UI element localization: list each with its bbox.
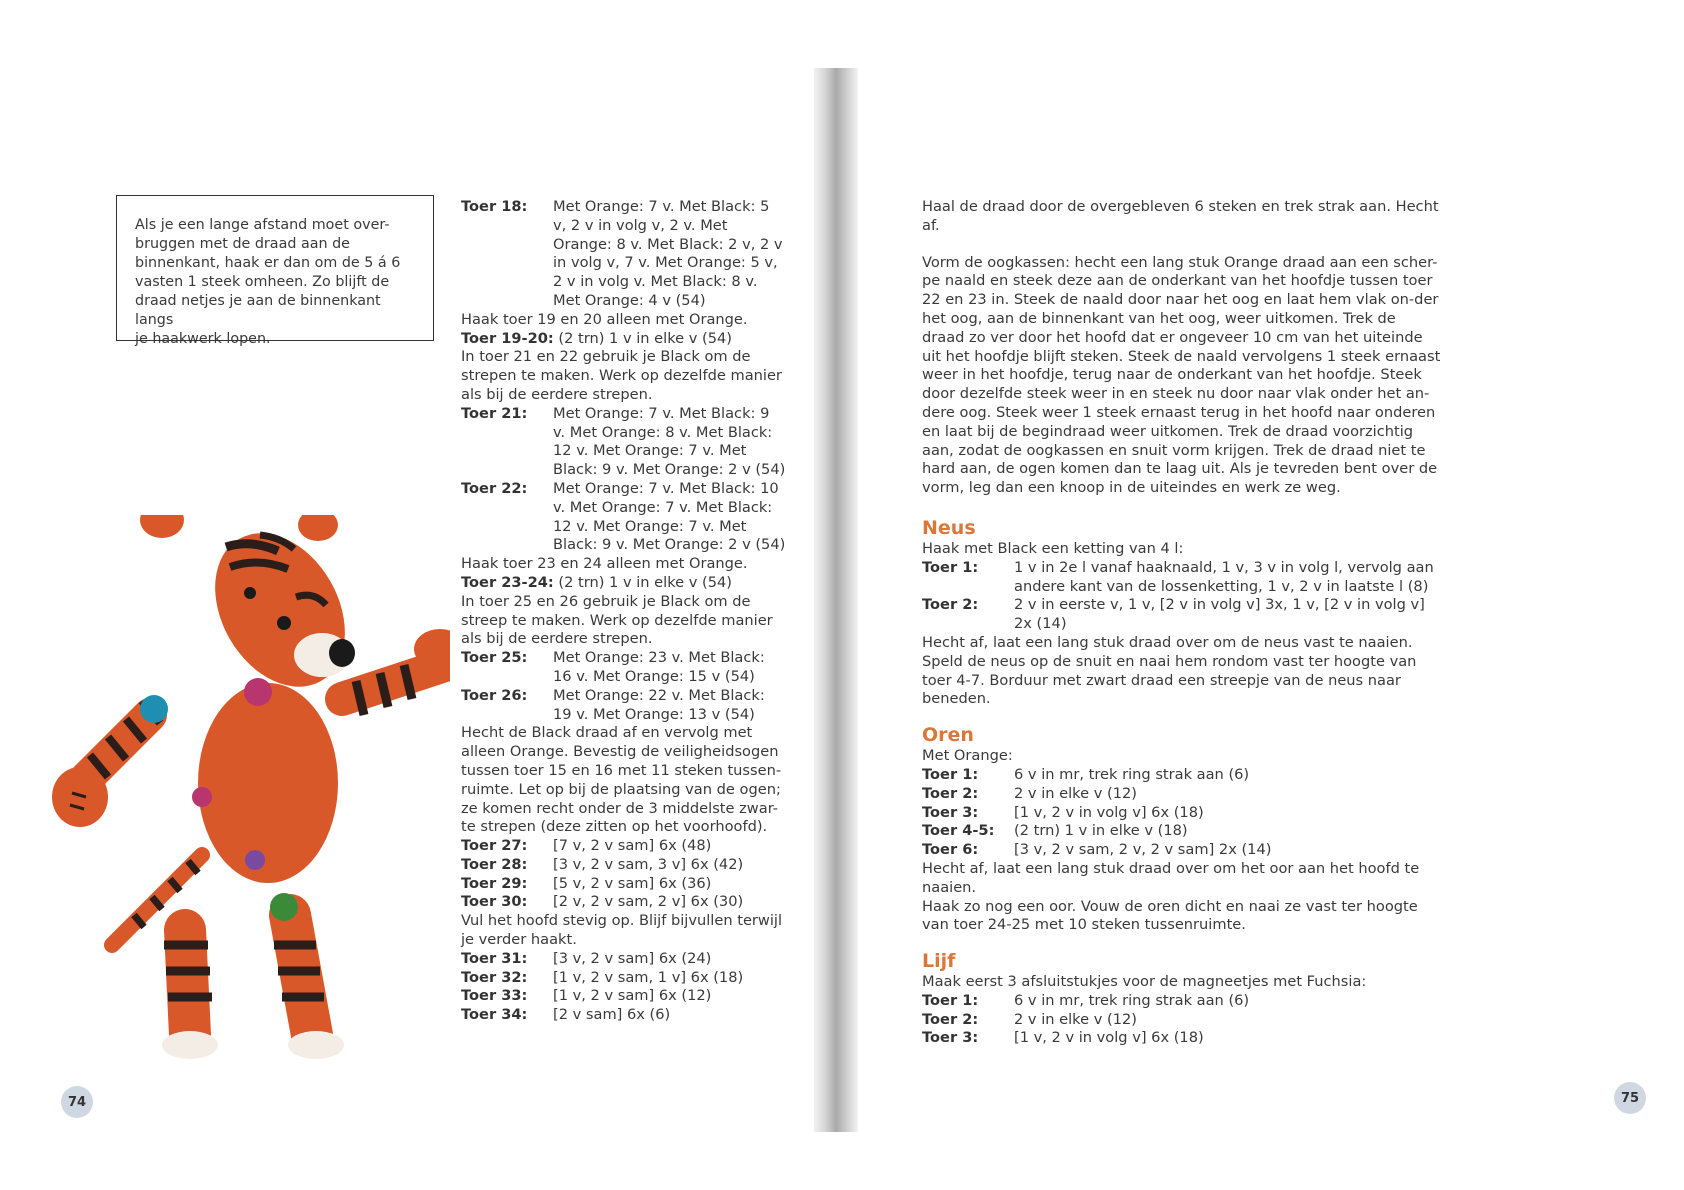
round-text: [3 v, 2 v sam, 2 v, 2 v sam] 2x (14) — [1014, 841, 1272, 859]
round-label: Toer 4-5: — [922, 822, 995, 840]
round-text: Met Orange: 23 v. Met Black: 16 v. Met Orange: 15 v (54) — [553, 649, 765, 685]
tip-line: draad netjes je aan de binnenkant langs — [135, 293, 381, 328]
round-text: [2 v sam] 6x (6) — [553, 1006, 671, 1024]
round-row — [922, 1011, 1442, 1030]
round-text: [3 v, 2 v sam] 6x (24) — [553, 949, 712, 967]
round-label: Toer 6: — [922, 841, 979, 859]
round-label: Toer 27: — [461, 837, 528, 855]
round-label: Toer 34: — [461, 1006, 528, 1024]
section-title-lijf: Lijf — [922, 950, 956, 973]
tip-line: vasten 1 steek omheen. Zo blijft de — [135, 274, 390, 290]
round-text: 2 v in elke v (12) — [1014, 784, 1137, 802]
round-row — [922, 804, 1442, 823]
tiger-leg-left — [162, 930, 218, 1059]
round-text: 1 v in 2e l vanaf haaknaald, 1 v, 3 v in volg l, vervolg aan andere kant van de lossenketting, 1 v, 2 v in laatste l (8) — [1014, 558, 1434, 595]
section-outro: Haak zo nog een oor. Vouw de oren dicht en naai ze vast ter hoogte van toer 24-25 met 10 steken tussenruimte. — [922, 897, 1418, 934]
round-text: Met Orange: 7 v. Met Black: 10 v. Met Orange: 7 v. Met Black: 12 v. Met Orange: 7 v. Met Black: 9 v. Met Orange: 2 v (54) — [553, 479, 786, 554]
eye-sockets-paragraph: Vorm de oogkassen: hecht een lang stuk Orange draad aan een scher-pe naald en steek deze aan de onderkant van het hoofdje tussen toer 22 en 23 in. Steek de naald door naar het oog en laat hem vlak on-der het oog, aan de binnenkant van het oog, weer uitkomen. Trek de draad zo ver door het hoofd dat er ongeveer 10 cm van het uiteinde uit het hoofdje blijft steken. Steek de naald vervolgens 1 steek ernaast weer in het hoofdje, terug naar de onderkant van het hoofdje. Steek door dezelfde steek weer in en steek nu door naar vlak onder het an-dere oog. Steek weer 1 steek ernaast terug in het hoofd naar onderen en laat bij de begindraad weer uitkomen. Trek de draad voorzichtig aan, zodat de oogkassen en snuit vorm krijgen. Trek de draad niet te hard aan, de ogen komen dan te laag uit. Als je tevreden bent over de vorm, leg dan een knoop in de uiteindes en werk ze weg. — [922, 253, 1441, 497]
round-text: [7 v, 2 v sam] 6x (48) — [553, 837, 712, 855]
round-row — [461, 893, 786, 912]
round-text: Met Orange: 7 v. Met Black: 9 v. Met Orange: 8 v. Met Black: 12 v. Met Orange: 7 v. Met Black: 9 v. Met Orange: 2 v (54) — [553, 404, 786, 479]
round-text: Met Orange: 22 v. Met Black: 19 v. Met Orange: 13 v (54) — [553, 686, 765, 723]
section-intro: Met Orange: — [922, 747, 1013, 765]
inline-round — [461, 574, 786, 593]
paragraph: Haak toer 19 en 20 alleen met Orange. — [461, 310, 748, 328]
round-text: [1 v, 2 v in volg v] 6x (18) — [1014, 803, 1204, 821]
round-row — [922, 766, 1442, 785]
round-row — [922, 596, 1442, 634]
round-text: 6 v in mr, trek ring strak aan (6) — [1014, 765, 1250, 783]
round-row — [461, 950, 786, 969]
paragraph: In toer 21 en 22 gebruik je Black om de strepen te maken. Werk op dezelfde manier als bij de eerdere strepen. — [461, 348, 782, 403]
paragraph: Haak toer 23 en 24 alleen met Orange. — [461, 555, 748, 573]
tip-line: Als je een lange afstand moet over- — [135, 217, 390, 233]
round-row — [461, 649, 786, 687]
round-row — [461, 405, 786, 480]
round-row — [461, 480, 786, 555]
round-text: [3 v, 2 v sam, 3 v] 6x (42) — [553, 855, 744, 873]
round-label: Toer 1: — [922, 765, 979, 783]
round-text: 6 v in mr, trek ring strak aan (6) — [1014, 991, 1250, 1009]
section-outro: Hecht af, laat een lang stuk draad over om het oor aan het hoofd te naaien. — [922, 859, 1420, 896]
round-row — [461, 687, 786, 725]
intro-paragraph: Haal de draad door de overgebleven 6 steken en trek strak aan. Hecht af. — [922, 198, 1439, 234]
round-label: Toer 21: — [461, 404, 528, 422]
round-label: Toer 33: — [461, 987, 528, 1005]
tip-box — [116, 195, 434, 347]
paragraph: In toer 25 en 26 gebruik je Black om de streep te maken. Werk op dezelfde manier als bij de eerdere strepen. — [461, 592, 773, 648]
round-text: [1 v, 2 v sam] 6x (12) — [553, 987, 712, 1005]
round-label: Toer 30: — [461, 893, 528, 911]
section-outro: Hecht af, laat een lang stuk draad over om de neus vast te naaien. Speld de neus op de snuit en naai hem rondom vast ter hoogte van toer 4-7. Borduur met zwart draad een streepje van de neus naar beneden. — [922, 633, 1417, 708]
round-row — [461, 987, 786, 1006]
round-text: 2 v in elke v (12) — [1014, 1010, 1137, 1028]
tiger-leg-right — [270, 893, 344, 1059]
round-label: Toer 1: — [922, 558, 979, 576]
round-row — [461, 875, 786, 894]
round-row — [922, 559, 1442, 597]
round-label: Toer 2: — [922, 784, 979, 802]
round-label: Toer 3: — [922, 803, 979, 821]
round-text: (2 trn) 1 v in elke v (54) — [553, 329, 732, 347]
tip-line: bruggen met de draad aan de — [135, 236, 350, 252]
round-row — [461, 198, 786, 311]
round-row — [922, 992, 1442, 1011]
section-intro: Haak met Black een ketting van 4 l: — [922, 539, 1184, 557]
round-label: Toer 2: — [922, 1010, 979, 1028]
round-label: Toer 25: — [461, 649, 528, 667]
round-label: Toer 2: — [922, 596, 979, 614]
round-row — [922, 822, 1442, 841]
right-page-instructions — [922, 198, 1442, 1048]
round-label: Toer 28: — [461, 855, 528, 873]
round-text: [1 v, 2 v in volg v] 6x (18) — [1014, 1029, 1204, 1047]
round-text: [1 v, 2 v sam, 1 v] 6x (18) — [553, 968, 744, 986]
round-label: Toer 26: — [461, 686, 528, 704]
tiger-arm-left — [52, 695, 168, 827]
paragraph: Vul het hoofd stevig op. Blijf bijvullen terwijl je verder haakt. — [461, 912, 783, 949]
round-row — [461, 837, 786, 856]
round-row — [461, 1006, 786, 1025]
round-label: Toer 23-24: — [461, 573, 554, 591]
round-row — [922, 1029, 1442, 1048]
round-label: Toer 22: — [461, 479, 528, 497]
round-label: Toer 18: — [461, 198, 528, 215]
round-text: (2 trn) 1 v in elke v (54) — [553, 573, 732, 591]
left-page-instructions — [461, 198, 786, 1025]
round-label: Toer 1: — [922, 991, 979, 1009]
section-intro: Maak eerst 3 afsluitstukjes voor de magneetjes met Fuchsia: — [922, 973, 1367, 991]
round-label: Toer 19-20: — [461, 329, 554, 347]
round-row — [922, 841, 1442, 860]
section-title-oren: Oren — [922, 724, 974, 747]
book-gutter — [814, 68, 858, 1132]
tip-line: binnenkant, haak er dan om de 5 á 6 — [135, 255, 401, 271]
tip-line: je haakwerk lopen. — [135, 331, 271, 347]
round-label: Toer 31: — [461, 949, 528, 967]
round-row — [922, 785, 1442, 804]
page-number-left: 74 — [61, 1086, 93, 1118]
paragraph: Hecht de Black draad af en vervolg met alleen Orange. Bevestig de veiligheidsogen tussen toer 15 en 16 met 11 steken tussen-ruimte. Let op bij de plaatsing van de ogen; ze komen recht onder de 3 middelste zwar-te strepen (deze zitten op het voorhoofd). — [461, 724, 782, 836]
round-label: Toer 32: — [461, 968, 528, 986]
tiger-arm-right — [342, 629, 450, 715]
section-title-neus: Neus — [922, 516, 976, 539]
round-text: Met Orange: 7 v. Met Black: 5 v, 2 v in volg v, 2 v. Met Orange: 8 v. Met Black: 2 v, 2 v in volg v, 7 v. Met Orange: 5 v, 2 v in volg v. Met Black: 8 v. Met Orange: 4 v (54) — [553, 198, 783, 309]
round-text: 2 v in eerste v, 1 v, [2 v in volg v] 3x, 1 v, [2 v in volg v] 2x (14) — [1014, 596, 1425, 633]
round-text: (2 trn) 1 v in elke v (18) — [1014, 822, 1188, 840]
round-text: [2 v, 2 v sam, 2 v] 6x (30) — [553, 893, 744, 911]
round-row — [461, 969, 786, 988]
round-label: Toer 29: — [461, 874, 528, 892]
round-row — [461, 856, 786, 875]
tiger-toy-photo — [50, 515, 450, 1065]
round-label: Toer 3: — [922, 1029, 979, 1047]
round-text: [5 v, 2 v sam] 6x (36) — [553, 874, 712, 892]
page-number-right: 75 — [1614, 1082, 1646, 1114]
tiger-body — [192, 678, 338, 883]
inline-round — [461, 330, 786, 349]
